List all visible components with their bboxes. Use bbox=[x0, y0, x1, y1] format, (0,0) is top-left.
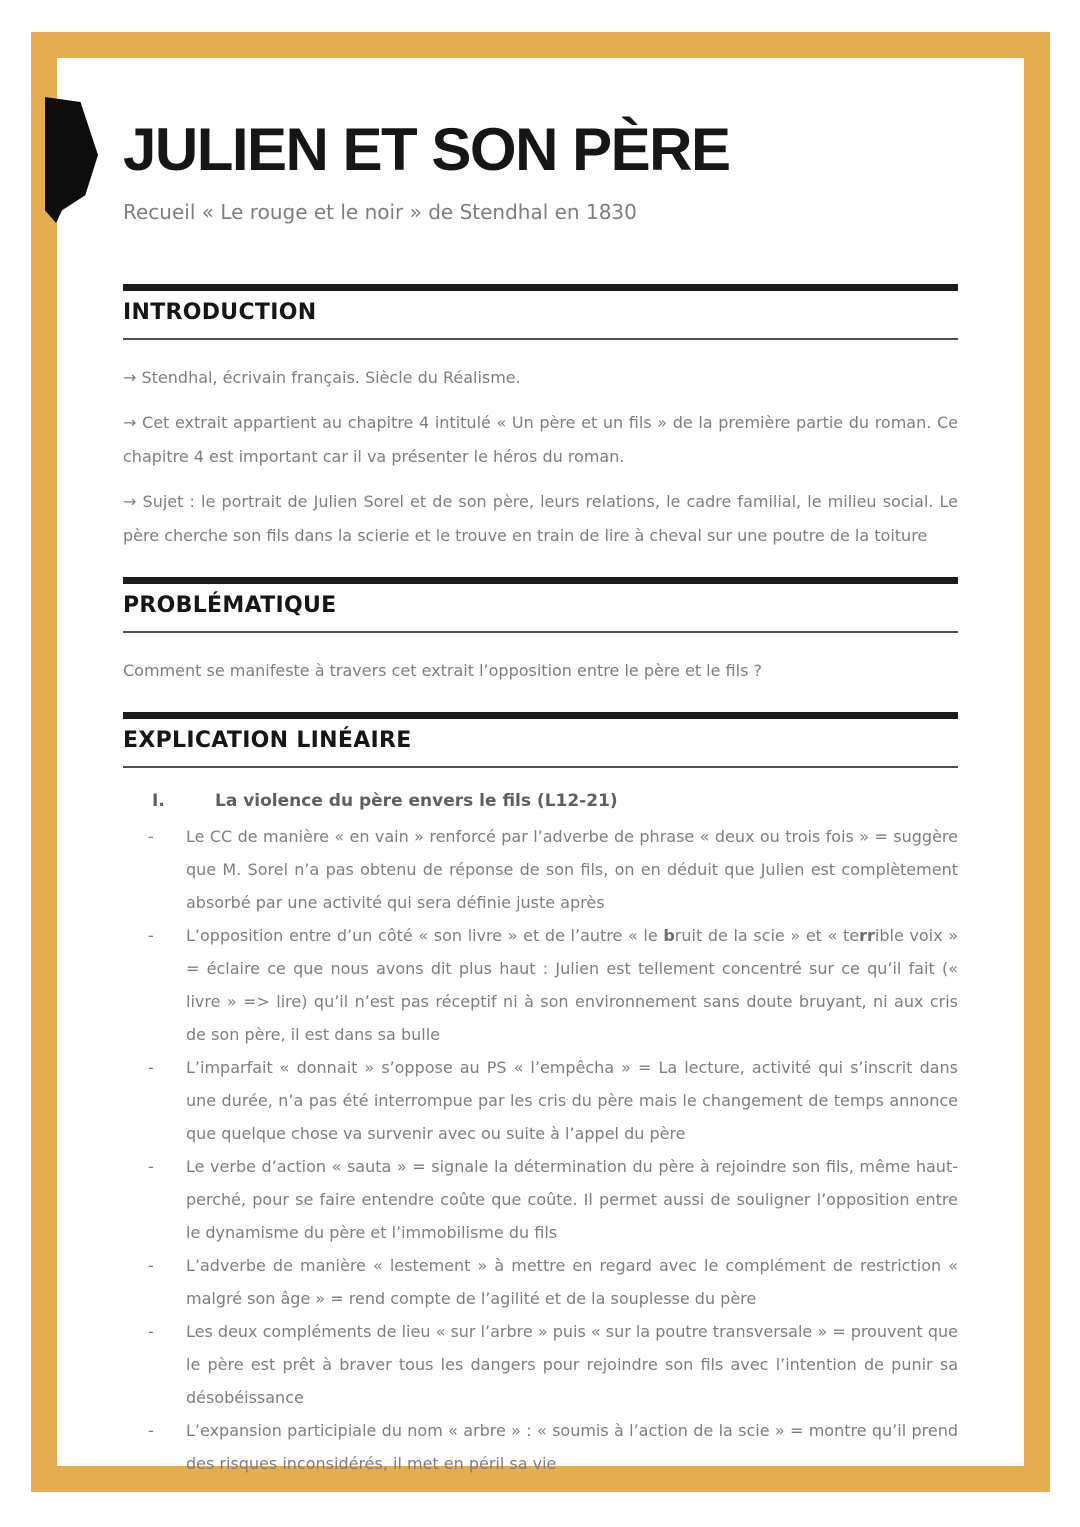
page-title: JULIEN ET SON PÈRE bbox=[123, 116, 730, 183]
bullet-text: L’expansion participiale du nom « arbre » : « soumis à l’action de la scie » = montre qu’il prend des risques inconsidérés, il met en péril sa vie bbox=[186, 1421, 958, 1473]
bullet-item bbox=[123, 1150, 958, 1249]
bullet-item bbox=[123, 919, 958, 1051]
bullet-item bbox=[123, 1315, 958, 1414]
section-rule bbox=[123, 631, 958, 633]
section-introduction bbox=[123, 284, 958, 553]
paragraph: Comment se manifeste à travers cet extrait l’opposition entre le père et le fils ? bbox=[123, 661, 762, 680]
bullet-item bbox=[123, 1249, 958, 1315]
bullet-text: L’imparfait « donnait » s’oppose au PS « l’empêcha » = La lecture, activité qui s’inscrit dans une durée, n’a pas été interrompue par les cris du père mais le changement de temps annonce que quelque chose va survenir avec ou suite à l’appel du père bbox=[186, 1058, 958, 1143]
paragraph: → Stendhal, écrivain français. Siècle du Réalisme. bbox=[123, 368, 521, 387]
bullet-item bbox=[123, 1051, 958, 1150]
bullet-marker: - bbox=[148, 1322, 154, 1341]
bullet-marker: - bbox=[148, 1421, 154, 1440]
bullet-marker: - bbox=[148, 827, 154, 846]
bullet-text: L’opposition entre d’un côté « son livre » et de l’autre « le bruit de la scie » et « terrible voix » = éclaire ce que nous avons dit plus haut : Julien est tellement concentré sur ce qu’il fait (« livre » => lire) qu’il n’est pas réceptif ni à son environnement sans doute bruyant, ni aux cris de son père, il est dans sa bulle bbox=[186, 926, 958, 1044]
part-number: I. bbox=[152, 791, 165, 811]
bullet-marker: - bbox=[148, 1256, 154, 1275]
introduction-paragraphs bbox=[123, 361, 958, 553]
section-explication-lineaire bbox=[123, 712, 958, 1480]
page-subtitle: Recueil « Le rouge et le noir » de Stendhal en 1830 bbox=[123, 200, 637, 224]
bullet-marker: - bbox=[148, 1058, 154, 1077]
document-content bbox=[123, 0, 958, 1480]
section-rule bbox=[123, 338, 958, 340]
bullet-marker: - bbox=[148, 1157, 154, 1176]
section-problematique bbox=[123, 577, 958, 688]
paragraph: → Sujet : le portrait de Julien Sorel et de son père, leurs relations, le cadre familial, le milieu social. Le père cherche son fils dans la scierie et le trouve en train de lire à cheval sur une poutre de la toiture bbox=[123, 492, 958, 545]
paragraph: → Cet extrait appartient au chapitre 4 intitulé « Un père et un fils » de la première partie du roman. Ce chapitre 4 est important car il va présenter le héros du roman. bbox=[123, 413, 958, 466]
part-heading bbox=[123, 785, 958, 818]
problematique-heading: PROBLÉMATIQUE bbox=[123, 577, 958, 619]
introduction-heading: INTRODUCTION bbox=[123, 284, 958, 326]
explication-heading: EXPLICATION LINÉAIRE bbox=[123, 712, 958, 754]
section-rule bbox=[123, 766, 958, 768]
problematique-paragraphs bbox=[123, 654, 958, 688]
bullet-text: Le CC de manière « en vain » renforcé par l’adverbe de phrase « deux ou trois fois » = suggère que M. Sorel n’a pas obtenu de réponse de son fils, on en déduit que Julien est complètement absorbé par une activité qui sera définie juste après bbox=[186, 827, 958, 912]
bullet-marker: - bbox=[148, 926, 154, 945]
part-title: La violence du père envers le fils (L12-21) bbox=[215, 791, 618, 811]
bullet-text: L’adverbe de manière « lestement » à mettre en regard avec le complément de restriction « malgré son âge » = rend compte de l’agilité et de la souplesse du père bbox=[186, 1256, 958, 1308]
bullet-list bbox=[123, 820, 958, 1480]
bullet-item bbox=[123, 820, 958, 919]
bullet-text: Les deux compléments de lieu « sur l’arbre » puis « sur la poutre transversale » = prouvent que le père est prêt à braver tous les dangers pour rejoindre son fils avec l’intention de punir sa désobéissance bbox=[186, 1322, 958, 1407]
bullet-item bbox=[123, 1414, 958, 1480]
bullet-text: Le verbe d’action « sauta » = signale la détermination du père à rejoindre son fils, même haut-perché, pour se faire entendre coûte que coûte. Il permet aussi de souligner l’opposition entre le dynamisme du père et l’immobilisme du fils bbox=[186, 1157, 958, 1242]
